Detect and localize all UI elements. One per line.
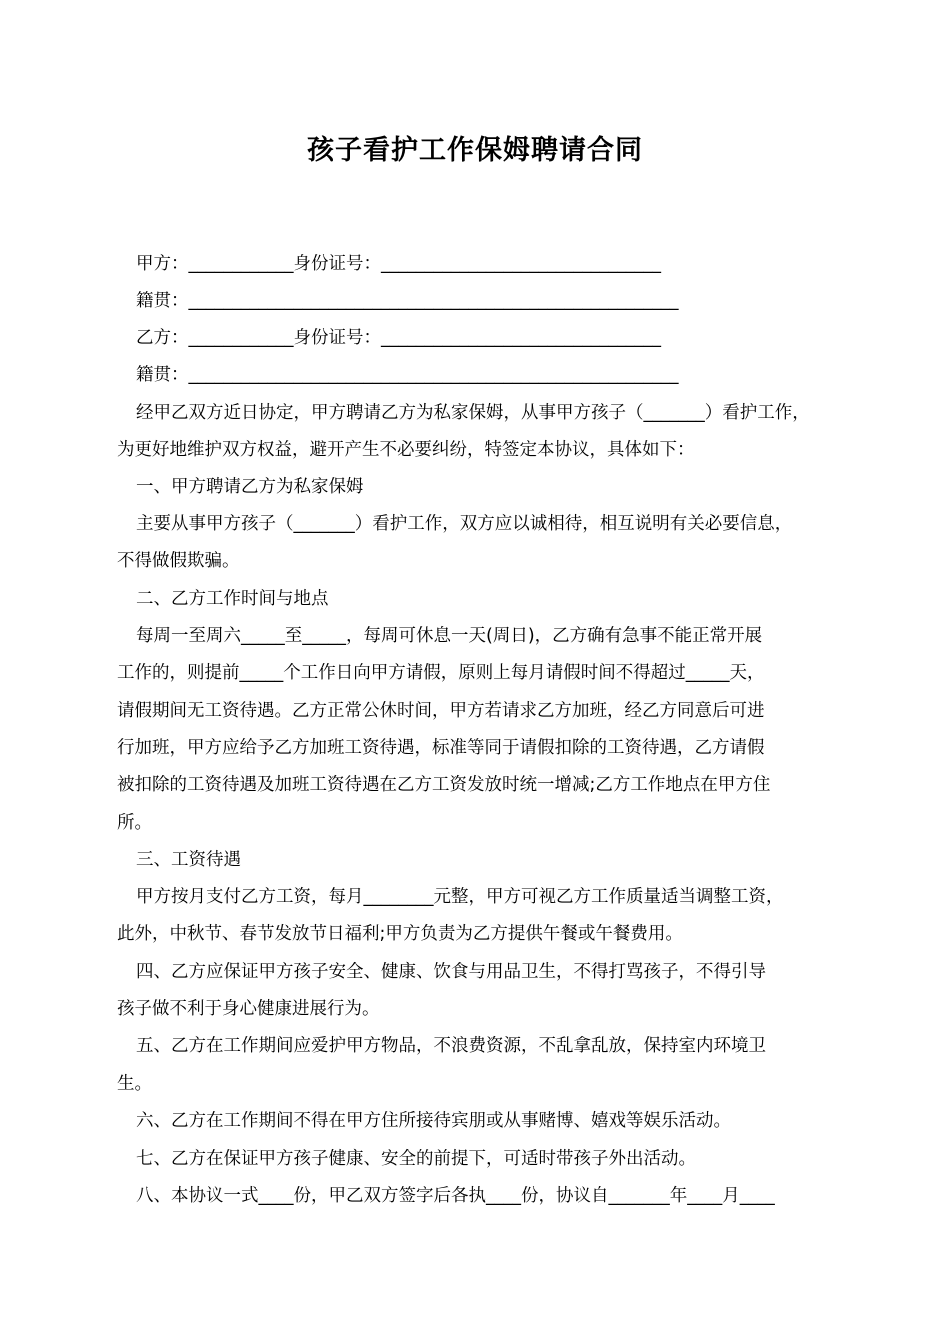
paragraph-line: 八、本协议一式____份，甲乙双方签字后各执____份，协议自_______年____月____ xyxy=(136,1186,775,1206)
paragraph-line: 四、乙方应保证甲方孩子安全、健康、饮食与用品卫生，不得打骂孩子，不得引导 xyxy=(136,962,766,982)
paragraph-line: 七、乙方在保证甲方孩子健康、安全的前提下，可适时带孩子外出活动。 xyxy=(136,1149,696,1169)
party-a-origin-line: 籍贯：________________________________________________________ xyxy=(136,291,679,311)
section-heading: 三、工资待遇 xyxy=(136,850,241,870)
party-b-line: 乙方：____________身份证号：________________________________ xyxy=(136,328,661,348)
paragraph-line: 为更好地维护双方权益，避开产生不必要纠纷，特签定本协议，具体如下： xyxy=(117,440,695,460)
document-title: 孩子看护工作保姆聘请合同 xyxy=(307,135,643,166)
section-heading: 二、乙方工作时间与地点 xyxy=(136,589,329,609)
paragraph-line: 此外，中秋节、春节发放节日福利;甲方负责为乙方提供午餐或午餐费用。 xyxy=(117,924,683,944)
party-b-origin-line: 籍贯：________________________________________________________ xyxy=(136,365,679,385)
paragraph-line: 甲方按月支付乙方工资，每月________元整，甲方可视乙方工作质量适当调整工资， xyxy=(136,887,784,907)
paragraph-line: 主要从事甲方孩子（_______）看护工作，双方应以诚相待，相互说明有关必要信息， xyxy=(136,514,793,534)
paragraph-line: 经甲乙双方近日协定，甲方聘请乙方为私家保姆，从事甲方孩子（_______）看护工作， xyxy=(136,403,810,423)
paragraph-line: 生。 xyxy=(117,1074,152,1094)
paragraph-line: 六、乙方在工作期间不得在甲方住所接待宾朋或从事赌博、嬉戏等娱乐活动。 xyxy=(136,1111,731,1131)
paragraph-line: 所。 xyxy=(117,813,152,833)
paragraph-line: 五、乙方在工作期间应爱护甲方物品，不浪费资源，不乱拿乱放，保持室内环境卫 xyxy=(136,1036,766,1056)
paragraph-line: 每周一至周六_____至_____，每周可休息一天(周日)，乙方确有急事不能正常开展 xyxy=(136,626,763,646)
paragraph-line: 工作的，则提前_____个工作日向甲方请假，原则上每月请假时间不得超过_____天， xyxy=(117,663,765,683)
paragraph-line: 行加班，甲方应给予乙方加班工资待遇，标准等同于请假扣除的工资待遇，乙方请假 xyxy=(117,738,765,758)
paragraph-line: 被扣除的工资待遇及加班工资待遇在乙方工资发放时统一增减;乙方工作地点在甲方住 xyxy=(117,775,771,795)
paragraph-line: 孩子做不利于身心健康进展行为。 xyxy=(117,999,380,1019)
paragraph-line: 不得做假欺骗。 xyxy=(117,551,240,571)
party-a-line: 甲方：____________身份证号：________________________________ xyxy=(136,254,661,274)
paragraph-line: 请假期间无工资待遇。乙方正常公休时间，甲方若请求乙方加班，经乙方同意后可进 xyxy=(117,701,765,721)
section-heading: 一、甲方聘请乙方为私家保姆 xyxy=(136,477,364,497)
